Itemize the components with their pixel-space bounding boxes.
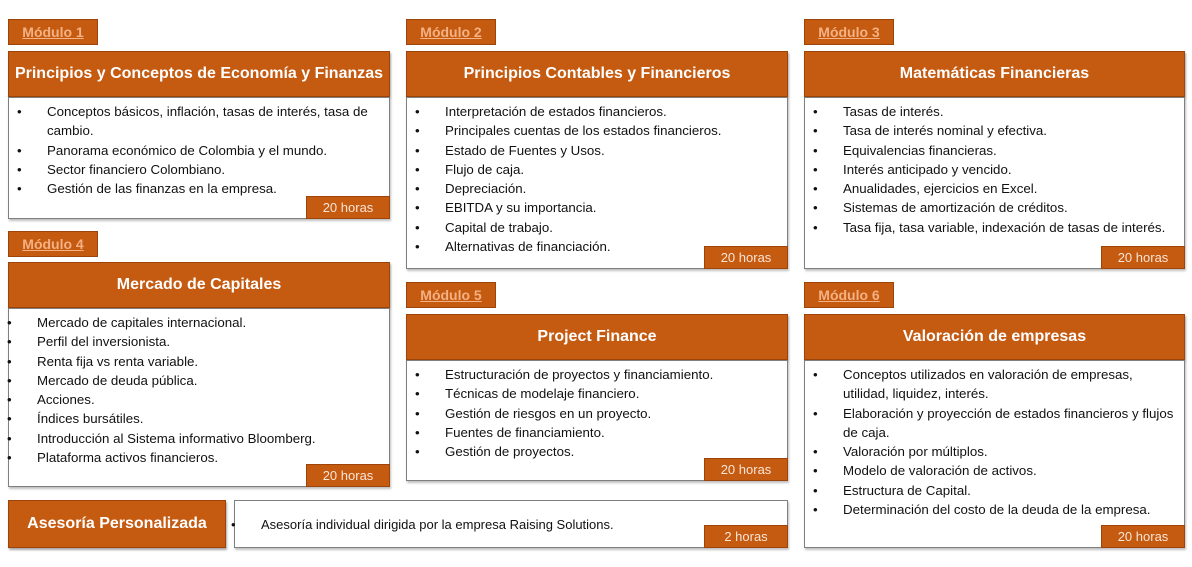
advisory-content — [234, 500, 788, 548]
list-item: • Conceptos utilizados en valoración de empresas, utilidad, liquidez, interés. — [843, 365, 1176, 404]
list-item: • Flujo de caja. — [445, 160, 779, 179]
module-6-tag: Módulo 6 — [804, 282, 894, 308]
list-item: • Elaboración y proyección de estados financieros y flujos de caja. — [843, 404, 1176, 443]
module-2-list — [407, 98, 787, 256]
module-5-title: Project Finance — [406, 314, 788, 360]
list-item: • Sector financiero Colombiano. — [47, 160, 381, 179]
list-item: • Modelo de valoración de activos. — [843, 461, 1176, 480]
list-item: • Mercado de capitales internacional. — [37, 313, 381, 332]
list-item: • Anualidades, ejercicios en Excel. — [843, 179, 1176, 198]
list-item: • Asesoría individual dirigida por la empresa Raising Solutions. — [261, 515, 779, 534]
module-5-tag: Módulo 5 — [406, 282, 496, 308]
module-6-title: Valoración de empresas — [804, 314, 1185, 360]
module-4-title: Mercado de Capitales — [8, 262, 390, 308]
list-item: • Depreciación. — [445, 179, 779, 198]
list-item: • Conceptos básicos, inflación, tasas de interés, tasa de cambio. — [47, 102, 381, 141]
list-item: • Panorama económico de Colombia y el mundo. — [47, 141, 381, 160]
advisory-hours-badge: 2 horas — [704, 525, 788, 548]
advisory-title: Asesoría Personalizada — [8, 500, 226, 548]
module-1-list — [9, 98, 389, 198]
list-item: • Tasa de interés nominal y efectiva. — [843, 121, 1176, 140]
module-4-hours-badge: 20 horas — [306, 464, 390, 487]
list-item: • Renta fija vs renta variable. — [37, 352, 381, 371]
list-item: • Tasas de interés. — [843, 102, 1176, 121]
module-6-list — [805, 361, 1184, 519]
list-item: • Alternativas de financiación. — [445, 237, 779, 256]
list-item: • Interpretación de estados financieros. — [445, 102, 779, 121]
list-item: • Estructura de Capital. — [843, 481, 1176, 500]
module-3-list — [805, 98, 1184, 237]
module-3-tag: Módulo 3 — [804, 19, 894, 45]
list-item: • Plataforma activos financieros. — [37, 448, 381, 467]
list-item: • Índices bursátiles. — [37, 409, 381, 428]
list-item: • Acciones. — [37, 390, 381, 409]
module-2-title: Principios Contables y Financieros — [406, 51, 788, 97]
list-item: • Introducción al Sistema informativo Bloomberg. — [37, 429, 381, 448]
module-3-title: Matemáticas Financieras — [804, 51, 1185, 97]
list-item: • Estructuración de proyectos y financiamiento. — [445, 365, 779, 384]
module-3-hours-badge: 20 horas — [1101, 246, 1185, 269]
module-1-content — [8, 97, 390, 219]
list-item: • Fuentes de financiamiento. — [445, 423, 779, 442]
module-2-tag: Módulo 2 — [406, 19, 496, 45]
list-item: • Gestión de proyectos. — [445, 442, 779, 461]
list-item: • Equivalencias financieras. — [843, 141, 1176, 160]
module-4-list — [9, 309, 389, 467]
list-item: • Gestión de las finanzas en la empresa. — [47, 179, 381, 198]
module-5-content — [406, 360, 788, 481]
list-item: • Técnicas de modelaje financiero. — [445, 384, 779, 403]
list-item: • Capital de trabajo. — [445, 218, 779, 237]
list-item: • EBITDA y su importancia. — [445, 198, 779, 217]
list-item: • Interés anticipado y vencido. — [843, 160, 1176, 179]
list-item: • Estado de Fuentes y Usos. — [445, 141, 779, 160]
module-4-content — [8, 308, 390, 487]
list-item: • Gestión de riesgos en un proyecto. — [445, 404, 779, 423]
module-2-content — [406, 97, 788, 269]
module-1-tag: Módulo 1 — [8, 19, 98, 45]
list-item: • Perfil del inversionista. — [37, 332, 381, 351]
module-2-hours-badge: 20 horas — [704, 246, 788, 269]
module-1-title: Principios y Conceptos de Economía y Finanzas — [8, 51, 390, 97]
module-6-hours-badge: 20 horas — [1101, 525, 1185, 548]
list-item: • Valoración por múltiplos. — [843, 442, 1176, 461]
list-item: • Tasa fija, tasa variable, indexación de tasas de interés. — [843, 218, 1176, 237]
module-3-content — [804, 97, 1185, 269]
list-item: • Sistemas de amortización de créditos. — [843, 198, 1176, 217]
list-item: • Mercado de deuda pública. — [37, 371, 381, 390]
module-5-hours-badge: 20 horas — [704, 458, 788, 481]
list-item: • Principales cuentas de los estados financieros. — [445, 121, 779, 140]
module-1-hours-badge: 20 horas — [306, 196, 390, 219]
module-4-tag: Módulo 4 — [8, 231, 98, 257]
module-5-list — [407, 361, 787, 461]
list-item: • Determinación del costo de la deuda de la empresa. — [843, 500, 1176, 519]
module-6-content — [804, 360, 1185, 548]
